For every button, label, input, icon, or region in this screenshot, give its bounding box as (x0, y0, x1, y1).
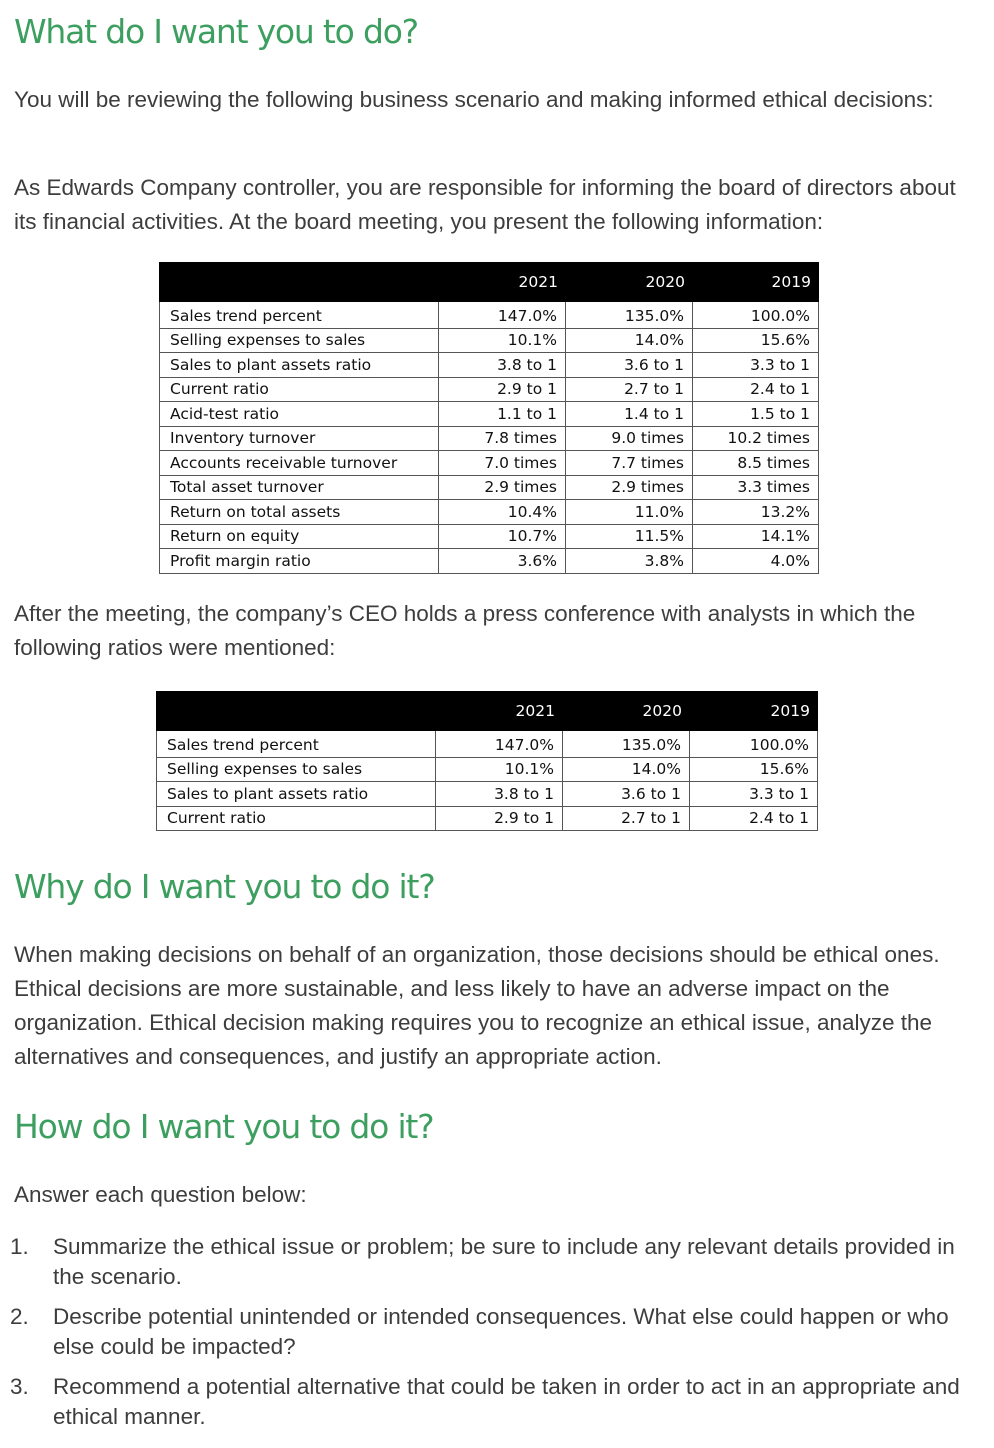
value-cell: 2.9 times (566, 475, 693, 500)
row-label: Total asset turnover (160, 475, 439, 500)
value-cell: 2.4 to 1 (690, 806, 818, 831)
header-label-cell (157, 692, 436, 731)
row-label: Sales to plant assets ratio (157, 782, 436, 807)
scenario-paragraph: As Edwards Company controller, you are responsible for informing the board of directors about its financial activities. At the board meeting, you present the following information: (14, 175, 956, 234)
value-cell: 1.5 to 1 (693, 402, 819, 427)
value-cell: 2.4 to 1 (693, 377, 819, 402)
value-cell: 3.3 to 1 (690, 782, 818, 807)
heading-how: How do I want you to do it? (14, 1107, 434, 1146)
value-cell: 4.0% (693, 549, 819, 574)
row-label: Profit margin ratio (160, 549, 439, 574)
value-cell: 2.9 times (439, 475, 566, 500)
value-cell: 10.2 times (693, 426, 819, 451)
value-cell: 11.0% (566, 500, 693, 525)
value-cell: 3.8% (566, 549, 693, 574)
value-cell: 147.0% (439, 302, 566, 329)
row-label: Current ratio (157, 806, 436, 831)
value-cell: 7.0 times (439, 451, 566, 476)
question-text: Summarize the ethical issue or problem; be sure to include any relevant details provided in the scenario. (53, 1234, 955, 1289)
table-row (160, 451, 819, 476)
value-cell: 15.6% (693, 328, 819, 353)
question-text: Recommend a potential alternative that could be taken in order to act in an appropriate and ethical manner. (53, 1374, 960, 1429)
value-cell: 3.8 to 1 (436, 782, 563, 807)
table-row (160, 549, 819, 574)
row-label: Selling expenses to sales (160, 328, 439, 353)
row-label: Current ratio (160, 377, 439, 402)
value-cell: 14.0% (563, 757, 690, 782)
value-cell: 3.3 times (693, 475, 819, 500)
header-label-cell (160, 263, 439, 302)
question-list (0, 1232, 975, 1442)
value-cell: 135.0% (563, 731, 690, 758)
row-label: Acid-test ratio (160, 402, 439, 427)
value-cell: 135.0% (566, 302, 693, 329)
header-year: 2021 (439, 263, 566, 302)
row-label: Inventory turnover (160, 426, 439, 451)
value-cell: 8.5 times (693, 451, 819, 476)
value-cell: 10.1% (439, 328, 566, 353)
row-label: Sales to plant assets ratio (160, 353, 439, 378)
value-cell: 10.1% (436, 757, 563, 782)
board-ratios-table (159, 262, 819, 574)
value-cell: 9.0 times (566, 426, 693, 451)
value-cell: 2.7 to 1 (566, 377, 693, 402)
value-cell: 11.5% (566, 524, 693, 549)
table-row (157, 806, 818, 831)
value-cell: 15.6% (690, 757, 818, 782)
table-header-row (160, 263, 819, 302)
value-cell: 1.4 to 1 (566, 402, 693, 427)
question-item (0, 1302, 975, 1362)
header-year: 2019 (693, 263, 819, 302)
header-year: 2020 (566, 263, 693, 302)
value-cell: 3.6% (439, 549, 566, 574)
value-cell: 14.0% (566, 328, 693, 353)
row-label: Selling expenses to sales (157, 757, 436, 782)
question-item (0, 1232, 975, 1292)
value-cell: 7.8 times (439, 426, 566, 451)
value-cell: 3.3 to 1 (693, 353, 819, 378)
row-label: Accounts receivable turnover (160, 451, 439, 476)
value-cell: 2.9 to 1 (439, 377, 566, 402)
table-row (160, 402, 819, 427)
value-cell: 3.8 to 1 (439, 353, 566, 378)
table-row (160, 475, 819, 500)
value-cell: 3.6 to 1 (566, 353, 693, 378)
table-row (160, 302, 819, 329)
value-cell: 13.2% (693, 500, 819, 525)
heading-what: What do I want you to do? (14, 12, 418, 51)
header-year: 2021 (436, 692, 563, 731)
value-cell: 10.4% (439, 500, 566, 525)
question-number: 1. (10, 1234, 29, 1259)
value-cell: 14.1% (693, 524, 819, 549)
table-row (157, 782, 818, 807)
table-header-row (157, 692, 818, 731)
value-cell: 147.0% (436, 731, 563, 758)
table-row (160, 426, 819, 451)
value-cell: 2.7 to 1 (563, 806, 690, 831)
header-year: 2019 (690, 692, 818, 731)
table-row (160, 524, 819, 549)
value-cell: 2.9 to 1 (436, 806, 563, 831)
answer-prompt: Answer each question below: (14, 1182, 307, 1207)
press-ratios-table (156, 691, 818, 831)
after-meeting-paragraph: After the meeting, the company’s CEO holds a press conference with analysts in which the following ratios were mentioned: (14, 601, 916, 660)
question-text: Describe potential unintended or intended consequences. What else could happen or who else could be impacted? (53, 1304, 949, 1359)
row-label: Sales trend percent (157, 731, 436, 758)
table-row (160, 328, 819, 353)
row-label: Return on equity (160, 524, 439, 549)
question-number: 3. (10, 1374, 29, 1399)
value-cell: 1.1 to 1 (439, 402, 566, 427)
why-paragraph: When making decisions on behalf of an organization, those decisions should be ethical ones. Ethical decisions are more sustainable, and less likely to have an adverse impact on the organization. Ethical decision making requires you to recognize an ethical issue, analyze the alternatives and consequences, and justify an appropriate action. (14, 942, 940, 1069)
table-row (160, 377, 819, 402)
table-row (157, 731, 818, 758)
row-label: Return on total assets (160, 500, 439, 525)
value-cell: 7.7 times (566, 451, 693, 476)
value-cell: 100.0% (690, 731, 818, 758)
header-year: 2020 (563, 692, 690, 731)
question-item (0, 1372, 975, 1432)
table-row (160, 353, 819, 378)
table-row (160, 500, 819, 525)
question-number: 2. (10, 1304, 29, 1329)
value-cell: 3.6 to 1 (563, 782, 690, 807)
table-row (157, 757, 818, 782)
value-cell: 100.0% (693, 302, 819, 329)
value-cell: 10.7% (439, 524, 566, 549)
heading-why: Why do I want you to do it? (14, 867, 435, 906)
intro-paragraph: You will be reviewing the following business scenario and making informed ethical decisions: (14, 87, 934, 112)
row-label: Sales trend percent (160, 302, 439, 329)
